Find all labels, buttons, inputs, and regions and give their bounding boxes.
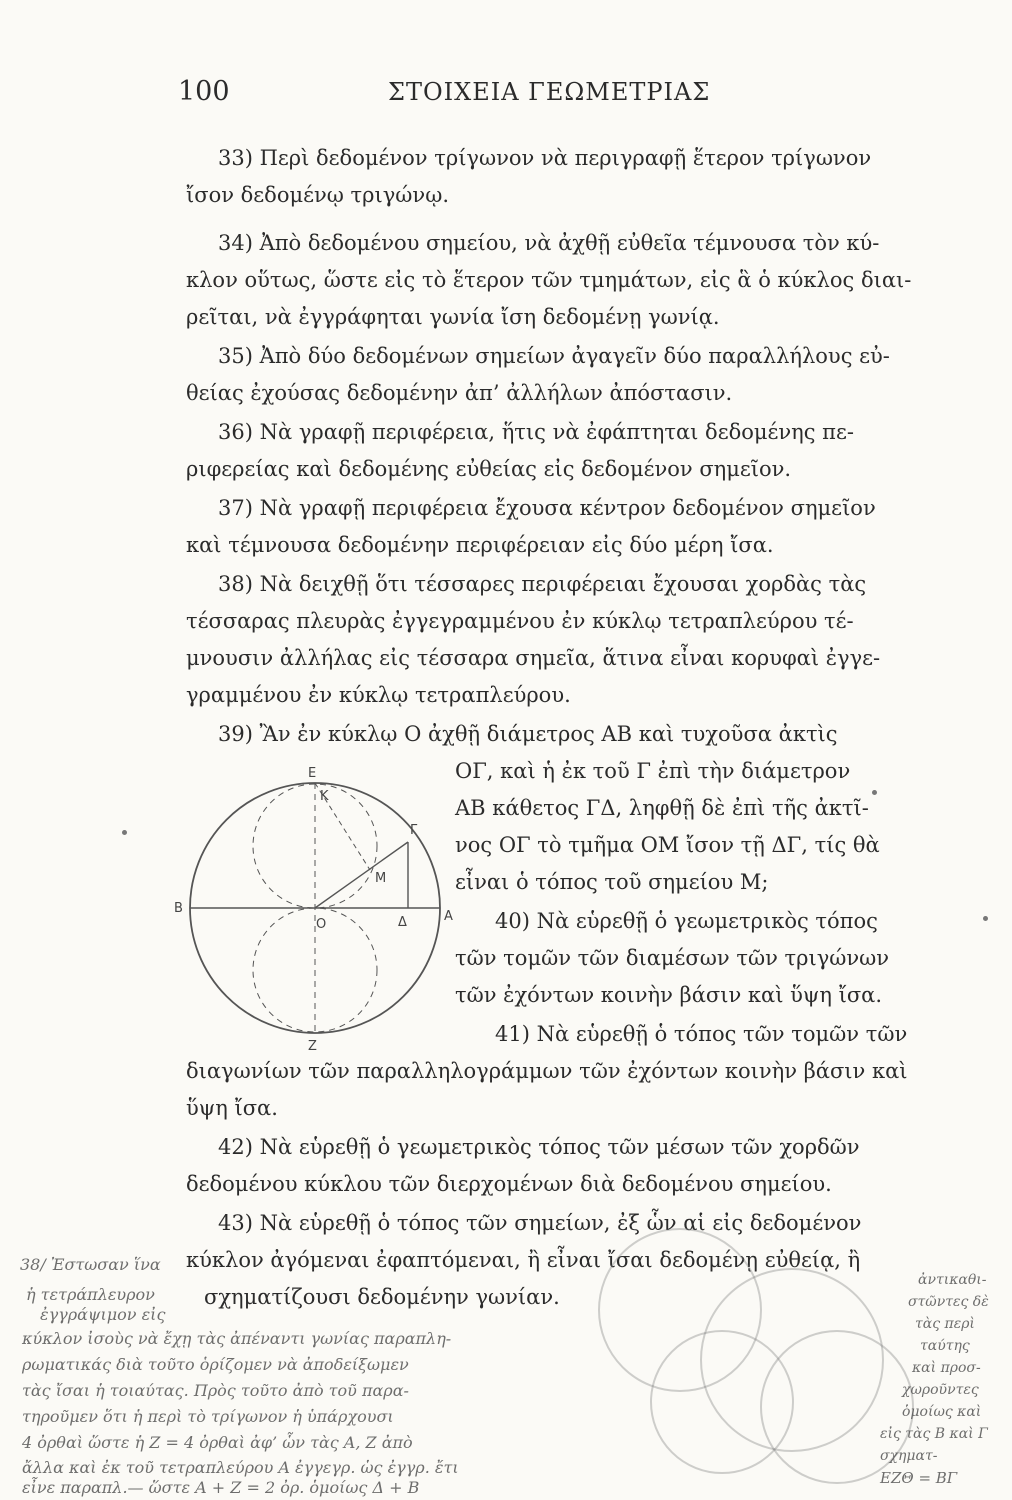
problem-37-line-2: καὶ τέμνουσα δεδομένην περιφέρειαν εἰς δύο μέρη ἴσα.: [186, 533, 774, 557]
problem-43-line-1: 43) Νὰ εὑρεθῇ ὁ τόπος τῶν σημείων, ἐξ ὧν αἱ εἰς δεδομένον: [218, 1211, 862, 1235]
problem-39-line-4: νος ΟΓ τὸ τμῆμα ΟΜ ἴσον τῇ ΔΓ, τίς θὰ: [455, 833, 880, 857]
label-o: O: [316, 917, 327, 932]
radius-og: [315, 842, 408, 908]
problem-38-line-4: γραμμένου ἐν κύκλῳ τετραπλεύρου.: [186, 683, 571, 707]
problem-42-line-2: δεδομένου κύκλου τῶν διερχομένων διὰ δεδομένου σημείου.: [186, 1172, 832, 1196]
label-k: K: [320, 789, 329, 804]
problem-36-line-1: 36) Νὰ γραφῇ περιφέρεια, ἥτις νὰ ἐφάπτηται δεδομένης πε-: [218, 420, 854, 444]
label-a: A: [444, 909, 453, 924]
problem-39-line-2: ΟΓ, καὶ ἡ ἐκ τοῦ Γ ἐπὶ τὴν διάμετρον: [455, 759, 851, 783]
problem-34-line-1: 34) Ἀπὸ δεδομένου σημείου, νὰ ἀχθῇ εὐθεῖα τέμνουσα τὸν κύ-: [218, 231, 880, 255]
problem-43-line-3: σχηματίζουσι δεδομένην γωνίαν.: [204, 1285, 560, 1309]
note-left-5: ρωματικάς διὰ τοῦτο ὁρίζομεν νὰ ἀποδείξωμεν: [22, 1355, 409, 1374]
note-left-4: κύκλον ἰσοὺς νὰ ἔχῃ τὰς ἀπέναντι γωνίας παραπλη-: [22, 1329, 452, 1348]
label-m: M: [375, 871, 387, 886]
problem-39-line-1: 39) Ἂν ἐν κύκλῳ Ο ἀχθῇ διάμετρος ΑΒ καὶ τυχοῦσα ἀκτὶς: [218, 722, 838, 746]
problem-40-line-2: τῶν τομῶν τῶν διαμέσων τῶν τριγώνων: [455, 946, 890, 970]
note-left-2: ἡ τετράπλευρον: [26, 1285, 155, 1304]
note-left-1: 38/ Ἐστωσαν ἵνα: [20, 1255, 161, 1274]
problem-33-line-1: 33) Περὶ δεδομένον τρίγωνον νὰ περιγραφῇ ἕτερον τρίγωνον: [218, 146, 872, 170]
figure-svg: [170, 760, 470, 1060]
problem-33-line-2: ἴσον δεδομένῳ τριγώνῳ.: [186, 183, 449, 207]
problem-42-line-1: 42) Νὰ εὑρεθῇ ὁ γεωμετρικὸς τόπος τῶν μέσων τῶν χορδῶν: [218, 1135, 860, 1159]
label-delta: Δ: [398, 915, 407, 930]
problem-36-line-2: ριφερείας καὶ δεδομένης εὐθείας εἰς δεδομένον σημεῖον.: [186, 457, 792, 481]
page-header: [178, 76, 938, 116]
note-right-8: εἰς τὰς Β καὶ Γ: [880, 1426, 988, 1442]
note-right-3: τὰς περὶ: [915, 1316, 975, 1332]
stray-mark-mid: [872, 790, 877, 795]
note-left-3: ἐγγράψιμον εἰς: [40, 1305, 166, 1324]
stray-mark-right: [983, 916, 988, 921]
note-right-1: ἀντικαθι-: [918, 1272, 987, 1288]
note-right-2: στῶντες δὲ: [908, 1294, 989, 1310]
problem-34-line-2: κλον οὕτως, ὥστε εἰς τὸ ἕτερον τῶν τμημάτων, εἰς ἃ ὁ κύκλος διαι-: [186, 268, 912, 292]
note-left-6: τὰς ἴσαι ἡ τοιαύτας. Πρὸς τοῦτο ἀπὸ τοῦ παρα-: [22, 1381, 409, 1400]
page-number: 100: [178, 76, 230, 107]
problem-40-line-3: τῶν ἐχόντων κοινὴν βάσιν καὶ ὕψη ἴσα.: [455, 983, 883, 1007]
circle-locus-figure: [170, 760, 470, 1060]
problem-38-line-1: 38) Νὰ δειχθῇ ὅτι τέσσαρες περιφέρειαι ἔχουσαι χορδὰς τὰς: [218, 572, 867, 596]
stray-mark-left: [122, 830, 127, 835]
note-right-4: ταύτης: [920, 1338, 970, 1354]
note-right-10: ΕΖΘ = ΒΓ: [880, 1469, 958, 1487]
label-z: Z: [308, 1039, 317, 1054]
problem-35-line-2: θείας ἐχούσας δεδομένην ἀπ’ ἀλλήλων ἀπόστασιν.: [186, 381, 733, 405]
note-right-6: χωροῦντες: [902, 1382, 979, 1398]
problem-43-line-2: κύκλον ἀγόμεναι ἐφαπτόμεναι, ἢ εἶναι ἴσαι δεδομένῃ εὐθείᾳ, ἢ: [186, 1248, 861, 1272]
problem-40-line-1: 40) Νὰ εὑρεθῇ ὁ γεωμετρικὸς τόπος: [495, 909, 878, 933]
label-b: B: [174, 901, 183, 916]
note-right-7: ὁμοίως καὶ: [902, 1404, 982, 1420]
problem-41-line-3: ὕψη ἴσα.: [186, 1096, 278, 1120]
problem-38-line-2: τέσσαρας πλευρὰς ἐγγεγραμμένου ἐν κύκλῳ τετραπλεύρου τέ-: [186, 609, 854, 633]
note-right-5: καὶ προσ-: [912, 1360, 981, 1376]
note-left-7: τηροῦμεν ὅτι ἡ περὶ τὸ τρίγωνον ἡ ὑπάρχουσι: [22, 1407, 394, 1426]
note-left-8: 4 ὀρθαὶ ὥστε ἡ Ζ = 4 ὀρθαὶ ἀφ’ ὧν τὰς Α, Ζ ἀπὸ: [22, 1433, 413, 1452]
ring-stain-4: [650, 1330, 794, 1474]
label-e: E: [308, 766, 317, 781]
problem-39-line-5: εἶναι ὁ τόπος τοῦ σημείου Μ;: [455, 870, 769, 894]
problem-34-line-3: ρεῖται, νὰ ἐγγράφηται γωνία ἴση δεδομένῃ γωνίᾳ.: [186, 305, 720, 329]
note-left-9: ἄλλα καὶ ἐκ τοῦ τετραπλεύρου Α ἐγγεγρ. ὡς ἐγγρ. ἔτι: [22, 1458, 459, 1477]
problem-38-line-3: μνουσιν ἀλλήλας εἰς τέσσαρα σημεῖα, ἅτινα εἶναι κορυφαὶ ἐγγε-: [186, 646, 881, 670]
note-left-10: εἶνε παραπλ.— ὥστε Α + Ζ = 2 ὀρ. ὁμοίως Δ + Β: [22, 1478, 420, 1497]
problem-41-line-1: 41) Νὰ εὑρεθῇ ὁ τόπος τῶν τομῶν τῶν: [495, 1022, 908, 1046]
upper-locus-circle: [253, 784, 377, 908]
problem-41-line-2: διαγωνίων τῶν παραλληλογράμμων τῶν ἐχόντων κοινὴν βάσιν καὶ: [186, 1059, 908, 1083]
problem-37-line-1: 37) Νὰ γραφῇ περιφέρεια ἔχουσα κέντρον δεδομένον σημεῖον: [218, 496, 876, 520]
problem-35-line-1: 35) Ἀπὸ δύο δεδομένων σημείων ἀγαγεῖν δύο παραλλήλους εὐ-: [218, 344, 890, 368]
label-gamma: Γ: [410, 823, 418, 838]
running-title: ΣΤΟΙΧΕΙΑ ΓΕΩΜΕΤΡΙΑΣ: [388, 78, 711, 106]
problem-39-line-3: ΑΒ κάθετος ΓΔ, ληφθῇ δὲ ἐπὶ τῆς ἀκτῖ-: [455, 796, 869, 820]
note-right-9: σχηματ-: [880, 1448, 938, 1464]
